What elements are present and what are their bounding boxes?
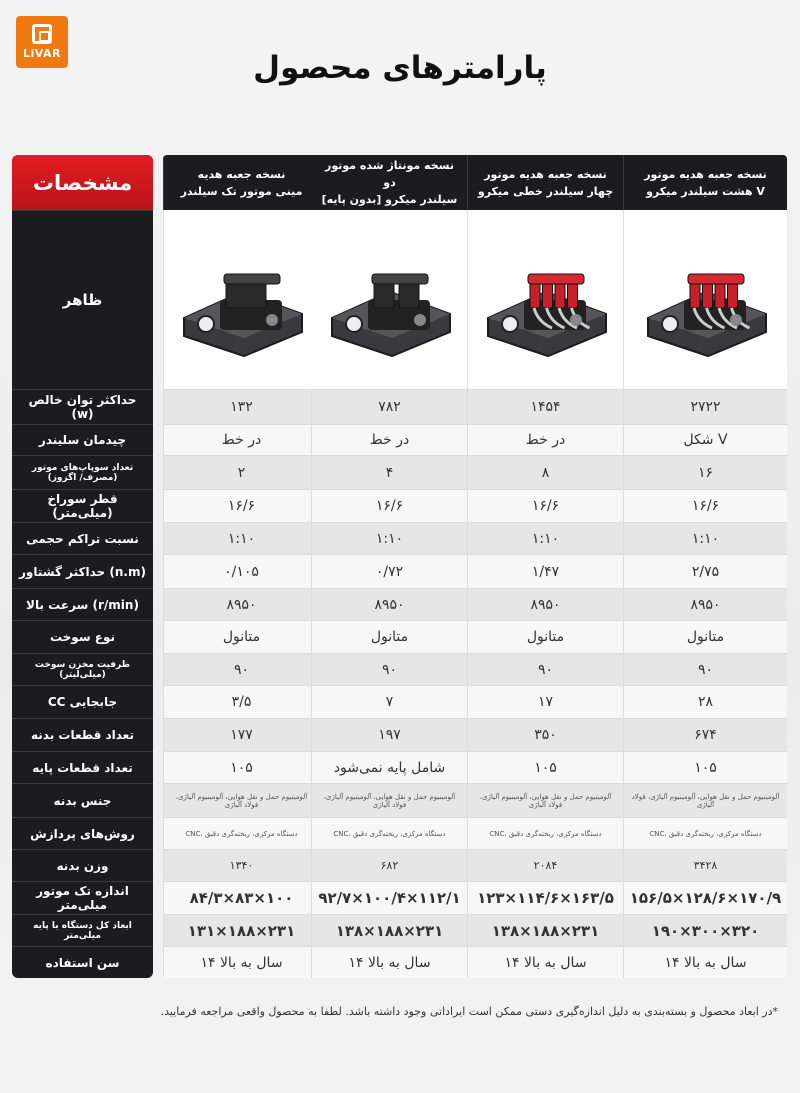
table-cell: ۲/۷۵ (623, 555, 787, 588)
spec-table (163, 155, 787, 978)
row-label: وزن بدنه (12, 849, 153, 881)
engine-image-3 (311, 210, 467, 389)
table-cell: ۱۳۸×۱۸۸×۲۳۱ (467, 915, 623, 946)
table-cell: شکل V (623, 425, 787, 455)
table-cell: ۱۵۶/۵×۱۲۸/۶×۱۷۰/۹ (623, 882, 787, 914)
table-row (163, 554, 787, 588)
column-header-line2: سیلندر میکرو [بدون پایه] (321, 193, 458, 206)
column-header-line1: نسخه جعبه هدیه موتور (484, 167, 607, 181)
table-cell: CNC، دستگاه مرکزی، ریخته‌گری دقیق (467, 818, 623, 849)
table-cell: ۸ (467, 456, 623, 489)
table-row (163, 389, 787, 424)
column-header-line1: نسخه جعبه هدیه موتور (644, 167, 767, 181)
table-cell: ۳۵۰ (467, 719, 623, 751)
table-cell: ۷۸۲ (311, 390, 467, 424)
row-label: چیدمان سلیندر (12, 424, 153, 455)
row-label: حداکثر گشتاور (n.m) (12, 554, 153, 588)
logo-icon (32, 24, 52, 44)
table-cell: آلومینیوم حمل و نقل هوایی، آلومینیوم آلیاژی، فولاد آلیاژی (163, 784, 319, 817)
table-cell: ۸۹۵۰ (163, 589, 319, 620)
table-cell: ۱۶ (623, 456, 787, 489)
table-cell: آلومینیوم حمل و نقل هوایی، آلومینیوم آلیاژی، فولاد آلیاژی (467, 784, 623, 817)
table-row (163, 685, 787, 718)
table-cell: ۹۲/۷×۱۰۰/۴×۱۱۲/۱ (311, 882, 467, 914)
column-header-4 (163, 155, 319, 210)
table-cell: ۲۸ (623, 686, 787, 718)
row-label: تعداد قطعات پایه (12, 751, 153, 783)
row-label: تعداد سوپاپ‌های موتور (مصرف/ اگزوز) (12, 455, 153, 489)
table-cell: ۴ (311, 456, 467, 489)
table-cell: ۱۴۵۴ (467, 390, 623, 424)
table-cell: ۱۴ سال به بالا (163, 947, 319, 978)
row-label-appearance: ظاهر (12, 210, 153, 389)
table-cell: ۱۶/۶ (467, 490, 623, 522)
table-cell: ۲ (163, 456, 319, 489)
table-row (163, 522, 787, 554)
table-cell: متانول (311, 621, 467, 653)
column-header-line2: چهار سیلندر خطی میکرو (477, 184, 614, 198)
engine-image-2 (467, 210, 623, 389)
table-row (163, 849, 787, 881)
table-cell: ۱۴ سال به بالا (311, 947, 467, 978)
table-cell: ۱۳۸×۱۸۸×۲۳۱ (311, 915, 467, 946)
table-cell: ۱۶/۶ (623, 490, 787, 522)
table-cell: ۱:۱۰ (467, 523, 623, 554)
engine-image-4 (163, 210, 319, 389)
row-label: روش‌های پردازش (12, 817, 153, 849)
footnote: *در ابعاد محصول و بسته‌بندی به دلیل اندازه‌گیری دستی ممکن است ایراداتی وجود داشته باشد. لطفا به محصول واقعی مراجعه فرمایید. (160, 1005, 778, 1018)
row-label: تعداد قطعات بدنه (12, 718, 153, 751)
table-cell: ۱۲۳×۱۱۴/۶×۱۶۳/۵ (467, 882, 623, 914)
table-cell: ۱۷ (467, 686, 623, 718)
table-cell: ۲۷۲۲ (623, 390, 787, 424)
row-label: ظرفیت مخزن سوخت (میلی‌لیتر) (12, 653, 153, 685)
spec-header: مشخصات (12, 155, 153, 210)
table-cell: ۱۶/۶ (163, 490, 319, 522)
column-header-1 (623, 155, 787, 210)
table-row (163, 946, 787, 978)
table-cell: ۱:۱۰ (311, 523, 467, 554)
engine-image-1 (623, 210, 787, 389)
table-cell: ۱۹۷ (311, 719, 467, 751)
row-label: سن استفاده (12, 946, 153, 978)
table-cell: ۸۹۵۰ (467, 589, 623, 620)
column-header-3 (311, 155, 467, 210)
table-cell: متانول (467, 621, 623, 653)
table-row (163, 914, 787, 946)
row-label: نسبت تراکم حجمی (12, 522, 153, 554)
table-cell: CNC، دستگاه مرکزی، ریخته‌گری دقیق (623, 818, 787, 849)
table-cell: آلومینیوم حمل و نقل هوایی، آلومینیوم آلیاژی، فولاد آلیاژی (311, 784, 467, 817)
table-row (163, 489, 787, 522)
table-cell: ۰/۱۰۵ (163, 555, 319, 588)
row-label: قطر سوراخ (میلی‌متر) (12, 489, 153, 522)
table-cell: ۱:۱۰ (623, 523, 787, 554)
table-row (163, 751, 787, 783)
table-cell: ۱۴ سال به بالا (467, 947, 623, 978)
table-row (163, 588, 787, 620)
page-title: پارامترهای محصول (253, 50, 547, 86)
table-cell: ۱۰۵ (623, 752, 787, 783)
column-header-line1: نسخه جعبه هدیه (197, 167, 286, 181)
table-cell: در خط (467, 425, 623, 455)
row-label: جنس بدنه (12, 783, 153, 817)
table-cell: ۶۸۲ (311, 850, 467, 881)
logo-text: LiVAR (22, 47, 62, 60)
spec-label-column (12, 155, 153, 978)
table-cell: ۸۹۵۰ (311, 589, 467, 620)
table-cell: ۱/۴۷ (467, 555, 623, 588)
column-header-line2: مینی موتور تک سیلندر (180, 184, 303, 198)
row-label: CC جابجایی (12, 685, 153, 718)
table-row (163, 455, 787, 489)
column-header-line1: نسخه مونتاژ شده موتور دو (325, 159, 454, 189)
table-row (163, 783, 787, 817)
table-cell: متانول (163, 621, 319, 653)
table-cell: ۲۰۸۴ (467, 850, 623, 881)
table-cell: ۳/۵ (163, 686, 319, 718)
table-cell: CNC، دستگاه مرکزی، ریخته‌گری دقیق (311, 818, 467, 849)
table-cell: ۱۳۱×۱۸۸×۲۳۱ (163, 915, 319, 946)
table-cell: ۶۷۴ (623, 719, 787, 751)
table-cell: متانول (623, 621, 787, 653)
table-cell: ۳۴۲۸ (623, 850, 787, 881)
column-header-2 (467, 155, 623, 210)
table-cell: ۱۰۵ (467, 752, 623, 783)
table-cell: در خط (311, 425, 467, 455)
table-row (163, 817, 787, 849)
row-label: حداکثر توان خالص (w) (12, 389, 153, 424)
table-cell: ۹۰ (623, 654, 787, 685)
column-header-line2: هشت سیلندر میکرو V (646, 184, 765, 198)
row-label: سرعت بالا (r/min) (12, 588, 153, 620)
table-cell: آلومینیوم حمل و نقل هوایی، آلومینیوم آلیاژی، فولاد آلیاژی (623, 784, 787, 817)
table-cell: ۱۳۲ (163, 390, 319, 424)
table-cell: ۷ (311, 686, 467, 718)
table-cell: ۸۹۵۰ (623, 589, 787, 620)
table-row (163, 718, 787, 751)
row-label: ابعاد کل دستگاه با پایه میلی‌متر (12, 914, 153, 946)
table-cell: ۹۰ (467, 654, 623, 685)
table-cell: شامل پایه نمی‌شود (311, 752, 467, 783)
table-cell: ۹۰ (163, 654, 319, 685)
table-cell: ۱۰۵ (163, 752, 319, 783)
table-cell: ۹۰ (311, 654, 467, 685)
table-cell: در خط (163, 425, 319, 455)
table-cell: ۱۶/۶ (311, 490, 467, 522)
table-cell: CNC، دستگاه مرکزی، ریخته‌گری دقیق (163, 818, 319, 849)
table-cell: ۱۹۰×۳۰۰×۳۲۰ (623, 915, 787, 946)
table-row (163, 881, 787, 914)
table-cell: ۱۳۴۰ (163, 850, 319, 881)
row-label: نوع سوخت (12, 620, 153, 653)
row-label: اندازه تک موتور میلی‌متر (12, 881, 153, 914)
table-cell: ۱۴ سال به بالا (623, 947, 787, 978)
table-cell: ۰/۷۲ (311, 555, 467, 588)
table-cell: ۱:۱۰ (163, 523, 319, 554)
table-row (163, 653, 787, 685)
table-row (163, 620, 787, 653)
table-row (163, 424, 787, 455)
table-cell: ۸۴/۳×۸۳×۱۰۰ (163, 882, 319, 914)
table-cell: ۱۷۷ (163, 719, 319, 751)
